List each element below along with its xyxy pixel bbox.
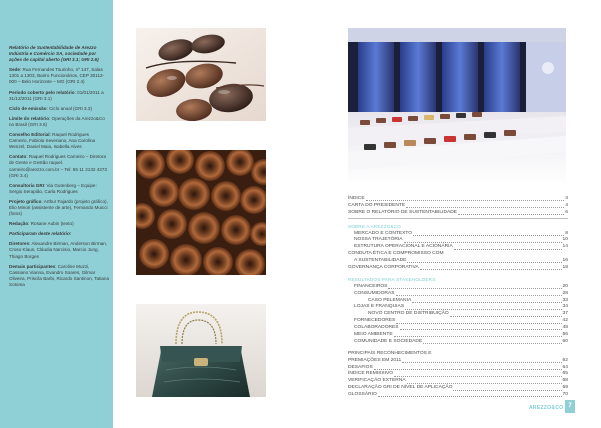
table-of-contents <box>348 196 568 399</box>
colophon <box>9 45 109 292</box>
toc-leader-dots <box>400 329 562 330</box>
toc-entry[interactable] <box>348 196 568 203</box>
toc-entry[interactable] <box>348 325 568 332</box>
toc-leader-dots <box>412 302 561 303</box>
toc-entry-title: PRINCIPAIS RECONHECIMENTOS E <box>348 350 432 356</box>
toc-entry-title: VERIFICAÇÃO EXTERNA <box>348 378 406 384</box>
ciclo-block: Ciclo de emissão: Ciclo anual (GRI 3.3) <box>9 105 92 111</box>
leather-rolls-photo <box>136 150 266 275</box>
report-intro: Relatório de Sustentabilidade de Arezzo Indústria e Comércio SA, sociedade por ações de capital aberto (GRI 3.1; GRI 2.6) <box>9 45 99 63</box>
toc-leader-dots <box>394 336 562 337</box>
toc-entry-title: ÍNDICE <box>348 195 365 201</box>
toc-entry[interactable] <box>348 284 568 291</box>
toc-leader-dots <box>366 200 565 201</box>
toc-entry-page: 65 <box>562 371 568 377</box>
periodo-block: Período coberto pelo relatório: 01/01/2011 a 31/12/2011 (GRI 3.1) <box>9 89 104 101</box>
store-interior-photo <box>348 28 566 186</box>
toc-group-resultados <box>348 284 568 346</box>
toc-leader-dots <box>453 390 561 391</box>
toc-entry-page: 34 <box>562 304 568 310</box>
toc-entry-page: 20 <box>562 283 568 289</box>
toc-entry-page: 16 <box>562 258 568 264</box>
toc-entry-page: 42 <box>562 318 568 324</box>
limite-block: Limite do relatório: Operações da Arezzo&Co no Brasil (GRI 3.6) <box>9 115 105 127</box>
toc-entry-page: 70 <box>562 392 568 398</box>
toc-entry-page: 56 <box>562 332 568 338</box>
handbag-photo <box>136 304 266 397</box>
toc-leader-dots <box>458 214 564 215</box>
toc-leader-dots <box>374 369 562 370</box>
toc-section-resultados: RESULTADOS PARA STAKEHOLDERS <box>348 276 436 282</box>
toc-entry[interactable] <box>348 332 568 339</box>
conselho-block: Conselho Editorial: Raquel Rodrigues Carneiro, Fabiola Severiano, Ana Carolina Wenzel, Daniel Maia, Isabella Alves <box>9 132 96 150</box>
toc-entry-page: 8 <box>565 230 568 236</box>
toc-entry[interactable] <box>348 385 568 392</box>
page-number-badge: 7 <box>565 400 575 413</box>
toc-entry-page: 33 <box>562 297 568 303</box>
toc-group-back <box>348 351 568 399</box>
diretores-block: Diretores: Alexandre Birman, Anderson Birman, Croso Klaus, Cláudia Narcisio, Marcio Jung, Thiago Borges <box>9 241 108 259</box>
toc-leader-dots <box>405 309 562 310</box>
toc-entry-title: PREMIAÇÕES EM 2011 <box>348 357 402 363</box>
toc-entry-title: CONDUTA ÉTICA E COMPROMISSO COM <box>348 251 444 257</box>
toc-leader-dots <box>404 242 562 243</box>
toc-leader-dots <box>396 323 561 324</box>
toc-entry-title: NOSSA TRAJETÓRIA <box>354 237 403 243</box>
toc-entry-title: COMUNIDADE E SOCIEDADE <box>354 338 423 344</box>
toc-entry-title: ESTRUTURA OPERACIONAL E ACIONÁRIA <box>354 244 453 250</box>
sede-block: Sede: Rua Fernandes Tourinho, nº 147, Salas 1301 a 1303, Bairro Funcionários, CEP 30112-000 – Belo Horizonte – MG (GRI 2.4) <box>9 67 105 85</box>
toc-entry-page: 48 <box>562 325 568 331</box>
toc-leader-dots <box>407 383 562 384</box>
demais-block: Demais participantes: Caroline Muzzi, Cassiano Vianna, Evandro Soares, Gilmar Oliveira, Priscila Barbi, Ricardo Santinon, Tatiana Sotoma <box>9 263 110 287</box>
toc-entry-title: COLABORADORES <box>354 325 399 331</box>
toc-leader-dots <box>394 376 561 377</box>
toc-entry[interactable] <box>348 339 568 346</box>
toc-leader-dots <box>413 235 564 236</box>
footer-brand: AREZZO&CO <box>529 405 564 411</box>
contato-block: Contato: Raquel Rodrigues Carneiro – Diretora de Gente e Gestão raquel. carneiro@arezzo.com.br – Tel: 55 11 2132 4373 (GRI 3.4) <box>9 154 107 178</box>
toc-entry-title: FINANCEIROS <box>354 283 388 289</box>
toc-leader-dots <box>378 396 562 397</box>
toc-entry-page: 60 <box>562 338 568 344</box>
toc-entry-page: 3 <box>565 195 568 201</box>
toc-leader-dots <box>450 316 562 317</box>
toc-entry-page: 37 <box>562 311 568 317</box>
toc-entry-page: 68 <box>562 378 568 384</box>
toc-entry-title: NOVO CENTRO DE DISTRIBUIÇÃO <box>368 311 449 317</box>
consultoria-block: Consultoria GRI: Via Gutenberg – Equipe: Sergio Serapião, Carla Rodrigues <box>9 182 97 194</box>
toc-entry-title: MEIO AMBIENTE <box>354 332 393 338</box>
toc-entry-title: DESAFIOS <box>348 364 373 370</box>
redacao-block: Redação: Rosane Aubin (texto) <box>9 221 74 227</box>
toc-entry-title: DECLARAÇÃO GRI DE NÍVEL DE APLICAÇÃO <box>348 385 453 391</box>
toc-entry-page: 69 <box>562 385 568 391</box>
toc-group-front <box>348 196 568 217</box>
toc-leader-dots <box>388 288 561 289</box>
toc-entry-page: 64 <box>562 364 568 370</box>
toc-entry-title: GOVERNANÇA CORPORATIVA <box>348 265 419 270</box>
toc-entry-page: 62 <box>562 357 568 363</box>
toc-entry[interactable] <box>348 210 568 217</box>
toc-leader-dots <box>396 295 562 296</box>
toc-entry-page: 4 <box>565 202 568 208</box>
toc-entry-title: GLOSSÁRIO <box>348 392 377 398</box>
toc-section-sobre: SOBRE A AREZZO&CO <box>348 223 401 229</box>
toc-group-sobre <box>348 231 568 272</box>
toc-entry-title: A SUSTENTABILIDADE <box>354 258 407 264</box>
toc-entry-page: 18 <box>562 265 568 270</box>
projeto-block: Projeto gráfico: Arthur Fajardo (projeto gráfico), Elio Minori (assistente de arte), Fernando Muicci (fotos) <box>9 198 108 217</box>
toc-entry[interactable] <box>348 291 568 298</box>
toc-entry[interactable] <box>348 265 568 272</box>
toc-entry-page: 10 <box>562 237 568 243</box>
toc-entry-title: ÍNDICE REMISSIVO <box>348 371 394 377</box>
toc-entry-title: CONSUMIDORAS <box>354 290 395 296</box>
toc-entry[interactable] <box>348 392 568 399</box>
toc-entry-title: CASO PELEMANIA <box>368 297 412 303</box>
toc-entry-title: CARTA DO PRESIDENTE <box>348 202 406 208</box>
sunglasses-photo <box>136 28 266 121</box>
toc-entry-page: 28 <box>562 290 568 296</box>
toc-entry[interactable] <box>348 358 568 365</box>
toc-entry-page: 14 <box>562 244 568 250</box>
toc-leader-dots <box>406 207 564 208</box>
participaram-heading: Participaram deste relatório: <box>9 231 72 237</box>
toc-entry-title: SOBRE O RELATÓRIO DE SUSTENTABILIDADE <box>348 209 458 215</box>
toc-leader-dots <box>402 362 561 363</box>
toc-entry-title: MERCADO E CONTEXTO <box>354 230 413 236</box>
toc-entry-title: LOJAS E FRANQUIAS <box>354 304 405 310</box>
toc-entry[interactable] <box>348 258 568 265</box>
toc-entry[interactable] <box>348 351 568 358</box>
toc-entry[interactable] <box>348 203 568 210</box>
toc-leader-dots <box>420 269 562 270</box>
toc-leader-dots <box>454 249 562 250</box>
toc-leader-dots <box>407 262 561 263</box>
toc-entry-page: 6 <box>565 209 568 215</box>
toc-entry-title: FORNECEDORES <box>354 318 396 324</box>
toc-leader-dots <box>423 343 561 344</box>
